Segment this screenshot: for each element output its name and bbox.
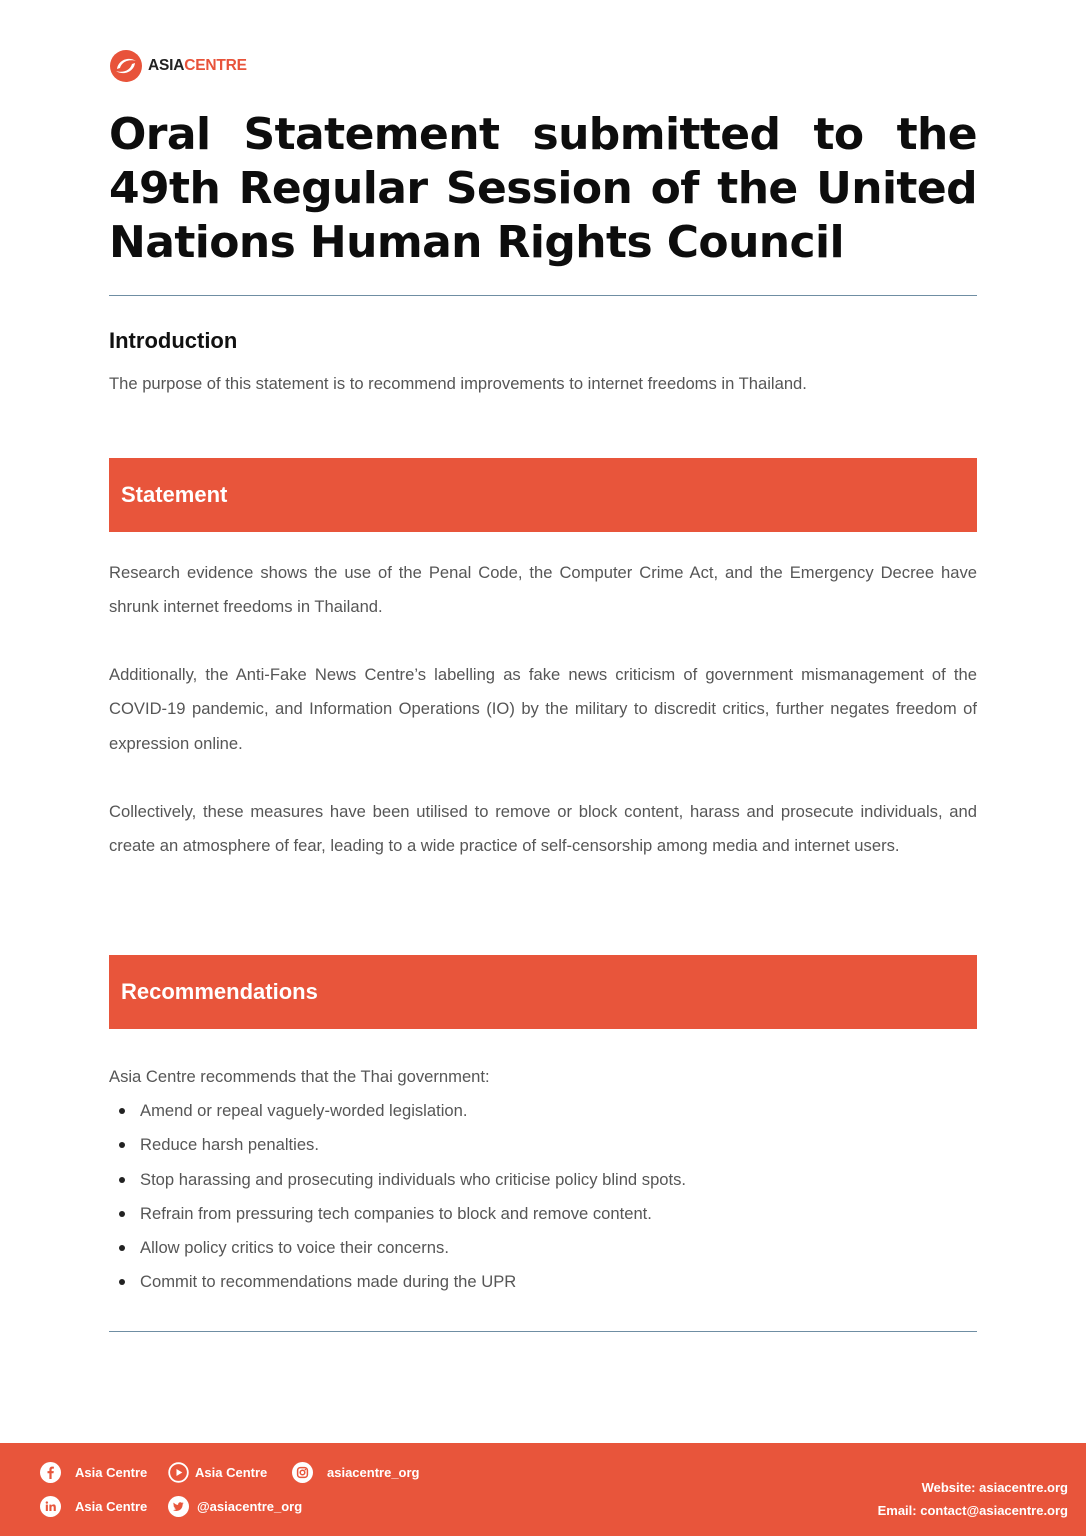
logo-wordmark: ASIACENTRE (148, 57, 247, 74)
bullet-icon (119, 1108, 125, 1114)
linkedin-icon (40, 1496, 61, 1517)
youtube-link[interactable]: Asia Centre (168, 1462, 267, 1483)
page-title: Oral Statement submitted to the 49th Regular Session of the United Nations Human Rights Council (109, 109, 977, 268)
statement-paragraph-3: Collectively, these measures have been utilised to remove or block content, harass and prosecute individuals, and create an atmosphere of fear, leading to a wide practice of self-censorship among media and internet users. (109, 802, 977, 856)
asia-centre-logo-icon (109, 49, 143, 83)
statement-paragraph-1: Research evidence shows the use of the Penal Code, the Computer Crime Act, and the Emergency Decree have shrunk internet freedoms in Thailand. (109, 563, 977, 617)
introduction-heading: Introduction (109, 328, 238, 353)
bullet-icon (119, 1142, 125, 1148)
recommendations-heading: Recommendations (121, 979, 318, 1004)
facebook-link[interactable]: Asia Centre (40, 1462, 147, 1483)
recommendations-lead: Asia Centre recommends that the Thai government: (109, 1067, 490, 1086)
list-item: Refrain from pressuring tech companies to block and remove content. (109, 1197, 686, 1231)
list-item: Reduce harsh penalties. (109, 1128, 686, 1162)
bullet-icon (119, 1177, 125, 1183)
bullet-icon (119, 1245, 125, 1251)
recommendations-banner (109, 955, 977, 1029)
statement-banner (109, 458, 977, 532)
youtube-icon (168, 1462, 189, 1483)
instagram-icon (292, 1462, 313, 1483)
introduction-text: The purpose of this statement is to recommend improvements to internet freedoms in Thailand. (109, 374, 807, 393)
statement-heading: Statement (121, 482, 228, 507)
bullet-icon (119, 1211, 125, 1217)
list-item: Commit to recommendations made during the UPR (109, 1265, 686, 1299)
statement-paragraph-2: Additionally, the Anti-Fake News Centre’s labelling as fake news criticism of government mismanagement of the COVID-19 pandemic, and Information Operations (IO) by the military to discredit critics, further negates freedom of expression online. (109, 665, 977, 753)
asia-centre-logo (109, 49, 247, 83)
linkedin-link[interactable]: Asia Centre (40, 1496, 147, 1517)
twitter-link[interactable]: @asiacentre_org (168, 1496, 302, 1517)
list-item: Allow policy critics to voice their concerns. (109, 1231, 686, 1265)
footer (0, 1443, 1086, 1536)
title-divider (109, 295, 977, 296)
list-item: Amend or repeal vaguely-worded legislation. (109, 1094, 686, 1128)
end-divider (109, 1331, 977, 1332)
list-item: Stop harassing and prosecuting individuals who criticise policy blind spots. (109, 1163, 686, 1197)
website-contact[interactable]: Website: asiacentre.org (921, 1480, 1068, 1495)
email-contact[interactable]: Email: contact@asiacentre.org (877, 1503, 1068, 1518)
instagram-link[interactable]: asiacentre_org (292, 1462, 420, 1483)
twitter-icon (168, 1496, 189, 1517)
recommendations-list (109, 1094, 686, 1300)
facebook-icon (40, 1462, 61, 1483)
bullet-icon (119, 1279, 125, 1285)
